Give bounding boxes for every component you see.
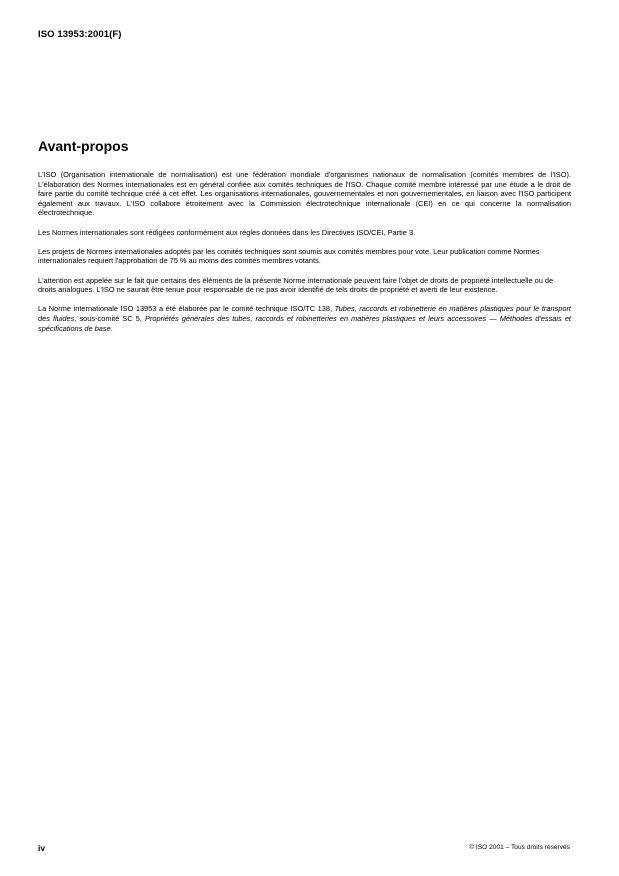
paragraph-drafting-rules: Les Normes internationales sont rédigées conformément aux règles données dans les Directives ISO/CEI, Partie 3.	[38, 227, 416, 237]
committee-title-italic: Tubes, raccords et robinetterie en matières plastiques pour le transport des fluides	[38, 304, 571, 323]
committee-text-1: La Norme internationale ISO 13953 a été élaborée par le comité technique ISO/TC 138,	[38, 304, 335, 314]
page-number: iv	[38, 843, 46, 853]
committee-text-2: , sous-comité SC 5,	[74, 313, 145, 323]
paragraph-patent-rights: L'attention est appelée sur le fait que certains des éléments de la présente Norme internationale peuvent faire l'objet de droits de propriété intellectuelle ou de droits analogues. L'ISO ne saurait être tenue pour responsable de ne pas avoir identifié de tels droits de propriété et averti de leur existence.	[38, 275, 554, 295]
copyright-notice: © ISO 2001 – Tous droits réservés	[469, 844, 570, 851]
paragraph-draft-voting: Les projets de Normes internationales adoptés par les comités techniques sont soumis aux comités membres pour vote. Leur publication comme Normes internationales requiert l'approbation de 75 % au moins des comités membres votants.	[38, 246, 540, 266]
subcommittee-title-italic: Propriétés générales des tubes, raccords et robinetteries en matières plastiques et leurs accessoires — Méthodes d'essais et spécifications de base	[38, 313, 571, 333]
document-reference: ISO 13953:2001(F)	[38, 29, 122, 40]
paragraph-committee	[38, 304, 571, 333]
committee-text-end: .	[110, 323, 113, 333]
foreword-body	[38, 170, 571, 343]
paragraph-iso-organisation: L'ISO (Organisation internationale de normalisation) est une fédération mondiale d'organismes nationaux de normalisation (comités membres de l'ISO). L'élaboration des Normes internationales est en général confiée aux comités techniques de l'ISO. Chaque comité membre intéressé par une étude a le droit de faire partie du comité technique créé à cet effet. Les organisations internationales, gouvernementales et non gouvernementales, en liaison avec l'ISO participent également aux travaux. L'ISO collabore étroitement avec la Commission électrotechnique internationale (CEI) en ce qui concerne la normalisation électrotechnique.	[38, 170, 571, 218]
section-title: Avant-propos	[38, 138, 129, 154]
